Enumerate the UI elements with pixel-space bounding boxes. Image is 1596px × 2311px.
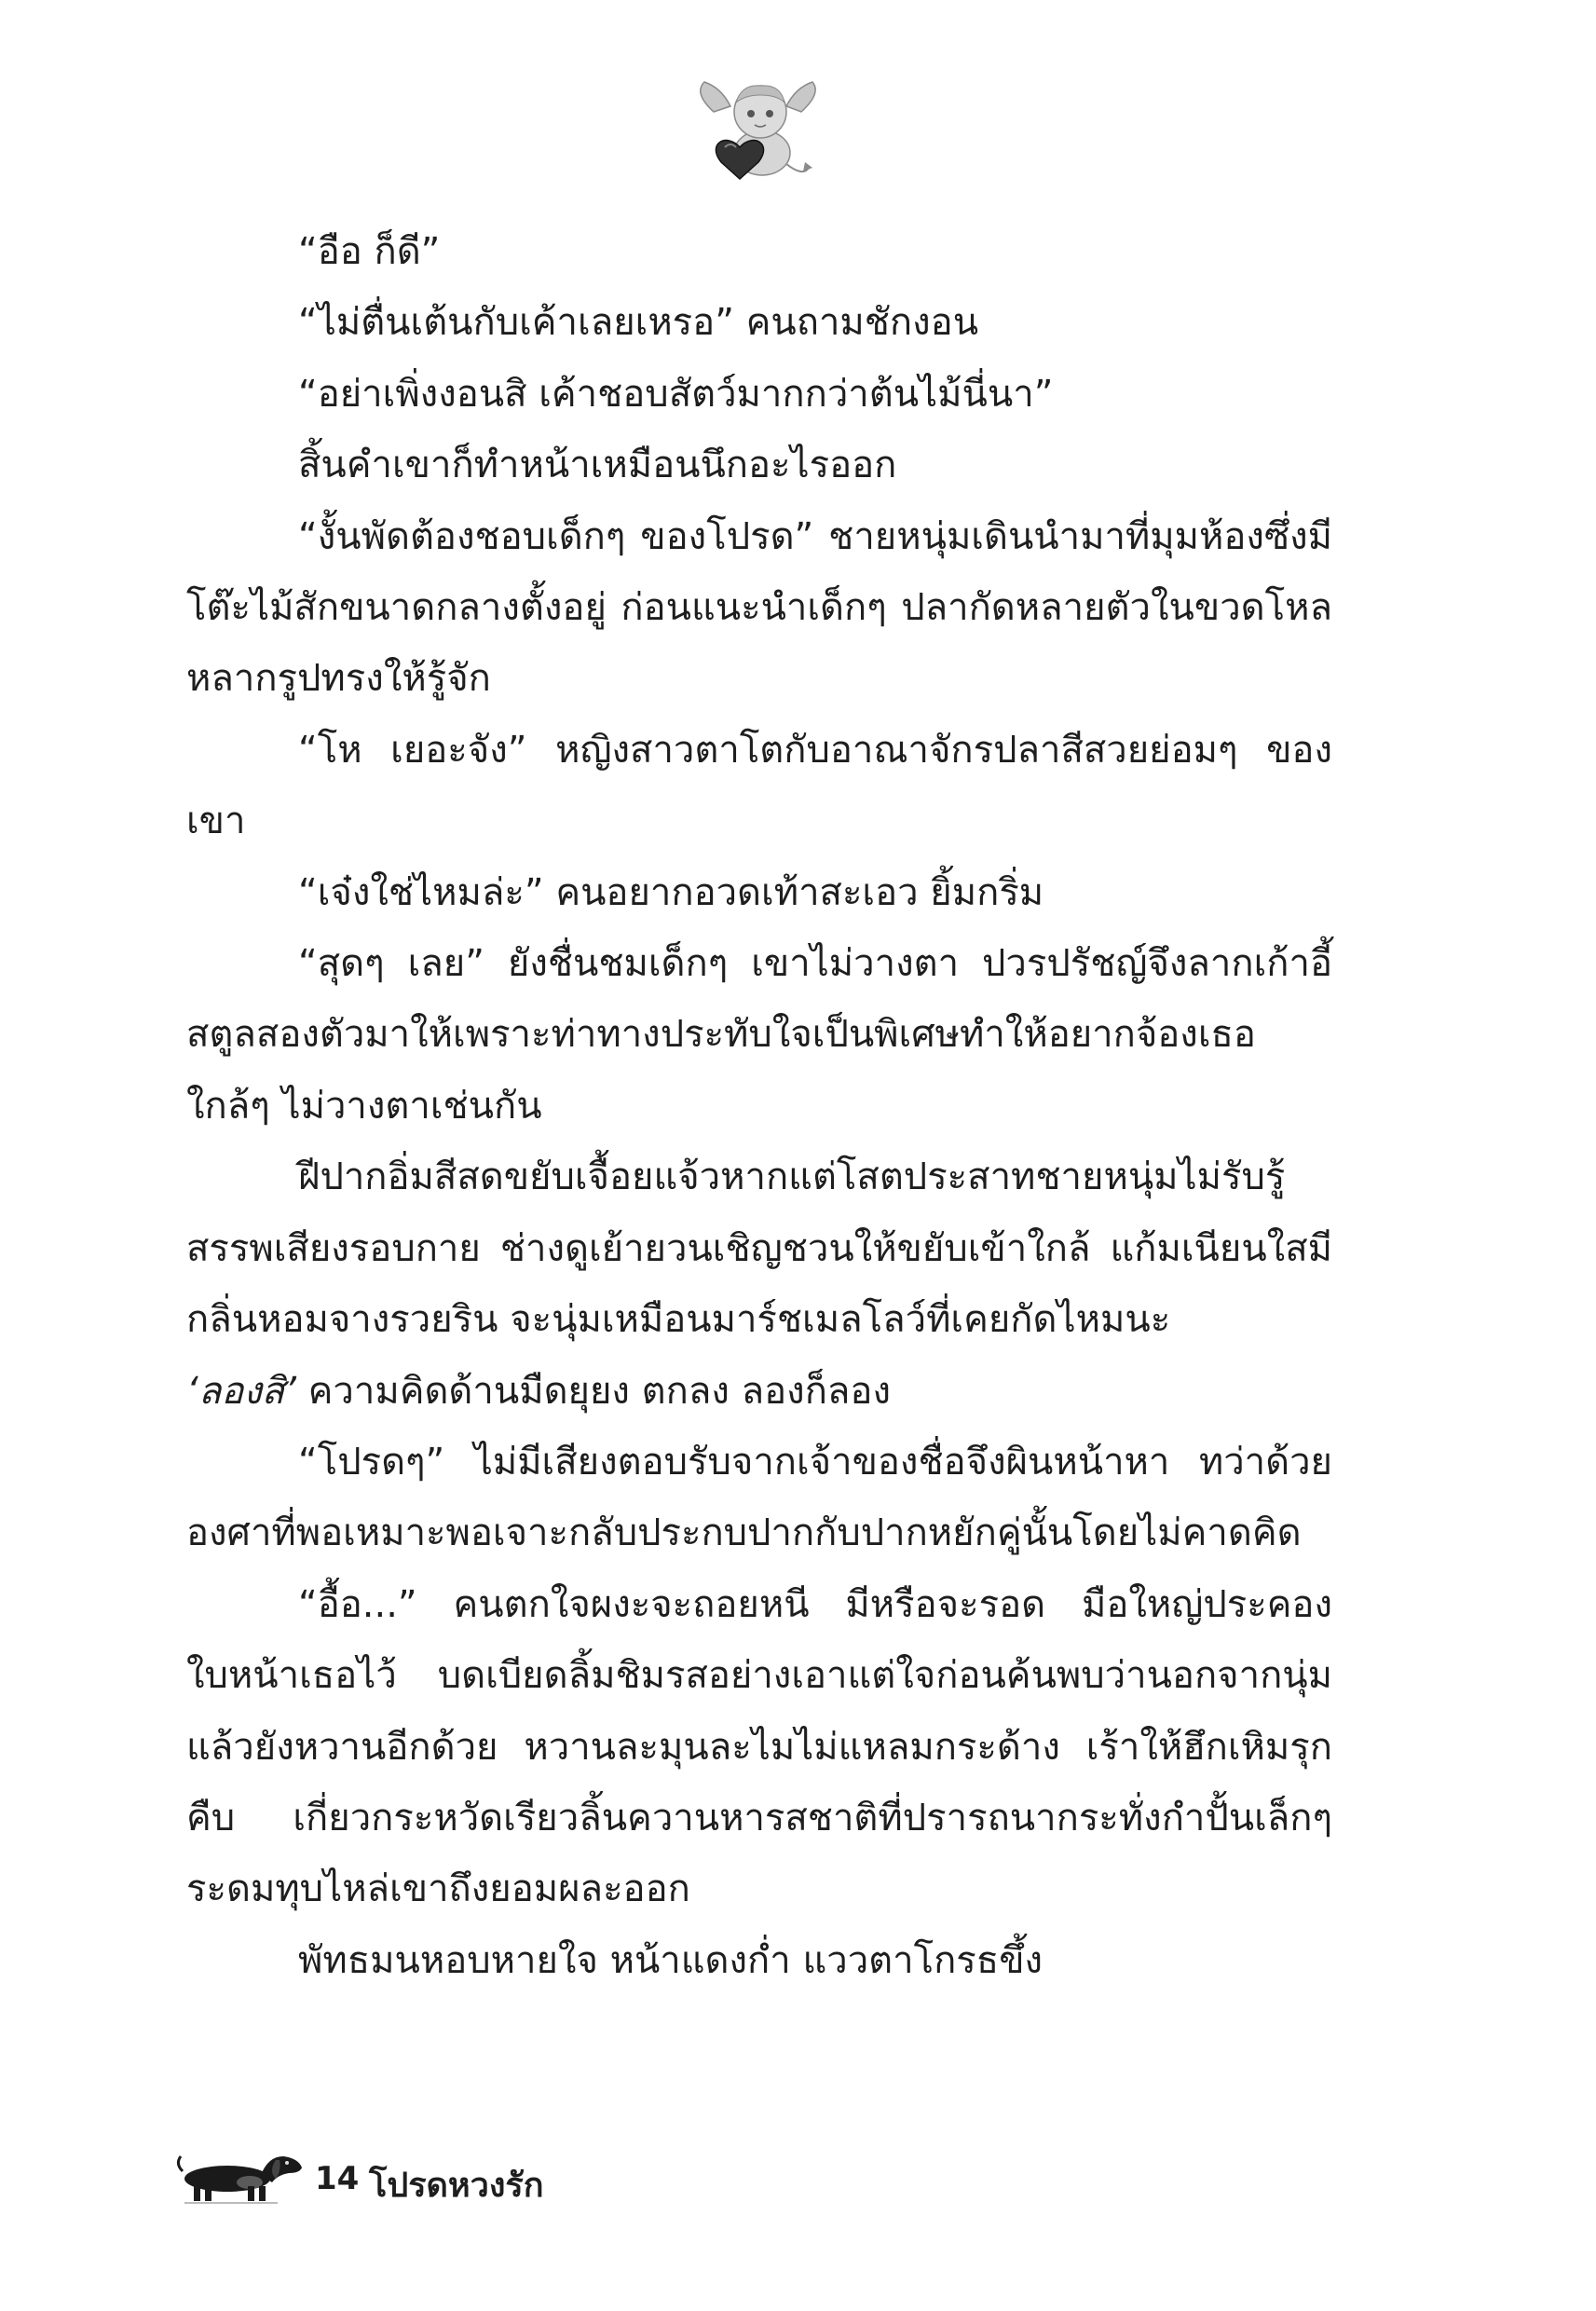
paragraph-text: ความคิดด้านมืดยุยง ตกลง ลองก็ลอง xyxy=(307,1369,891,1413)
paragraph: “งั้นพัดต้องชอบเด็กๆ ของโปรด” ชายหนุ่มเดินนำมาที่มุมห้องซึ่งมีโต๊ะไม้สักขนาดกลางตั้งอยู่ ก่อนแนะนำเด็กๆ ปลากัดหลายตัวในขวดโหลหลากรูปทรงให้รู้จัก xyxy=(186,514,1332,701)
dachshund-dog-icon xyxy=(175,2143,306,2208)
page-footer xyxy=(175,2143,827,2218)
paragraph: สิ้นคำเขาก็ทำหน้าเหมือนนึกอะไรออก xyxy=(298,444,897,487)
cupid-with-heart-icon xyxy=(693,75,824,186)
paragraph: พัทธมนหอบหายใจ หน้าแดงก่ำ แววตาโกรธขึ้ง xyxy=(298,1938,1044,1982)
paragraph: “อื้อ...” คนตกใจผงะจะถอยหนี มีหรือจะรอด มือใหญ่ประคองใบหน้าเธอไว้ บดเบียดลิ้มชิมรสอย่างเอาแต่ใจก่อนค้นพบว่านอกจากนุ่มแล้วยังหวานอีกด้วย หวานละมุนละไมไม่แหลมกระด้าง เร้าให้ฮึกเหิมรุกคืบ เกี่ยวกระหวัดเรียวลิ้นควานหารสชาติที่ปรารถนากระทั่งกำปั้นเล็กๆ ระดมทุบไหล่เขาถึงยอมผละออก xyxy=(186,1582,1332,1911)
paragraph: “อือ ก็ดี” xyxy=(298,230,441,273)
italic-phrase: ‘ลองสิ’ xyxy=(186,1369,296,1413)
paragraph-with-italic xyxy=(186,1356,1332,1427)
book-title: โปรดหวงรัก xyxy=(369,2167,544,2205)
page-body-text xyxy=(186,216,1332,1996)
page-number: 14 xyxy=(315,2160,360,2197)
paragraph: “สุดๆ เลย” ยังชื่นชมเด็กๆ เขาไม่วางตา ปวรปรัชญ์จึงลากเก้าอี้สตูลสองตัวมาให้เพราะท่าทางประทับใจเป็นพิเศษทำให้อยากจ้องเธอใกล้ๆ ไม่วางตาเช่นกัน xyxy=(186,942,1332,1128)
paragraph: “เจ๋งใช่ไหมล่ะ” คนอยากอวดเท้าสะเอว ยิ้มกริ่ม xyxy=(298,870,1044,914)
paragraph: ฝีปากอิ่มสีสดขยับเจื้อยแจ้วหากแต่โสตประสาทชายหนุ่มไม่รับรู้สรรพเสียงรอบกาย ช่างดูเย้ายวนเชิญชวนให้ขยับเข้าใกล้ แก้มเนียนใสมีกลิ่นหอมจางรวยริน จะนุ่มเหมือนมาร์ชเมลโลว์ที่เคยกัดไหมนะ xyxy=(186,1156,1332,1342)
paragraph: “โห เยอะจัง” หญิงสาวตาโตกับอาณาจักรปลาสีสวยย่อมๆ ของเขา xyxy=(186,728,1332,843)
paragraph: “ไม่ตื่นเต้นกับเค้าเลยเหรอ” คนถามชักงอน xyxy=(298,301,979,345)
paragraph: “อย่าเพิ่งงอนสิ เค้าชอบสัตว์มากกว่าต้นไม้นี่นา” xyxy=(298,372,1054,416)
paragraph: “โปรดๆ” ไม่มีเสียงตอบรับจากเจ้าของชื่อจึงผินหน้าหา ทว่าด้วยองศาที่พอเหมาะพอเจาะกลับประกบปากกับปากหยักคู่นั้นโดยไม่คาดคิด xyxy=(186,1440,1332,1555)
